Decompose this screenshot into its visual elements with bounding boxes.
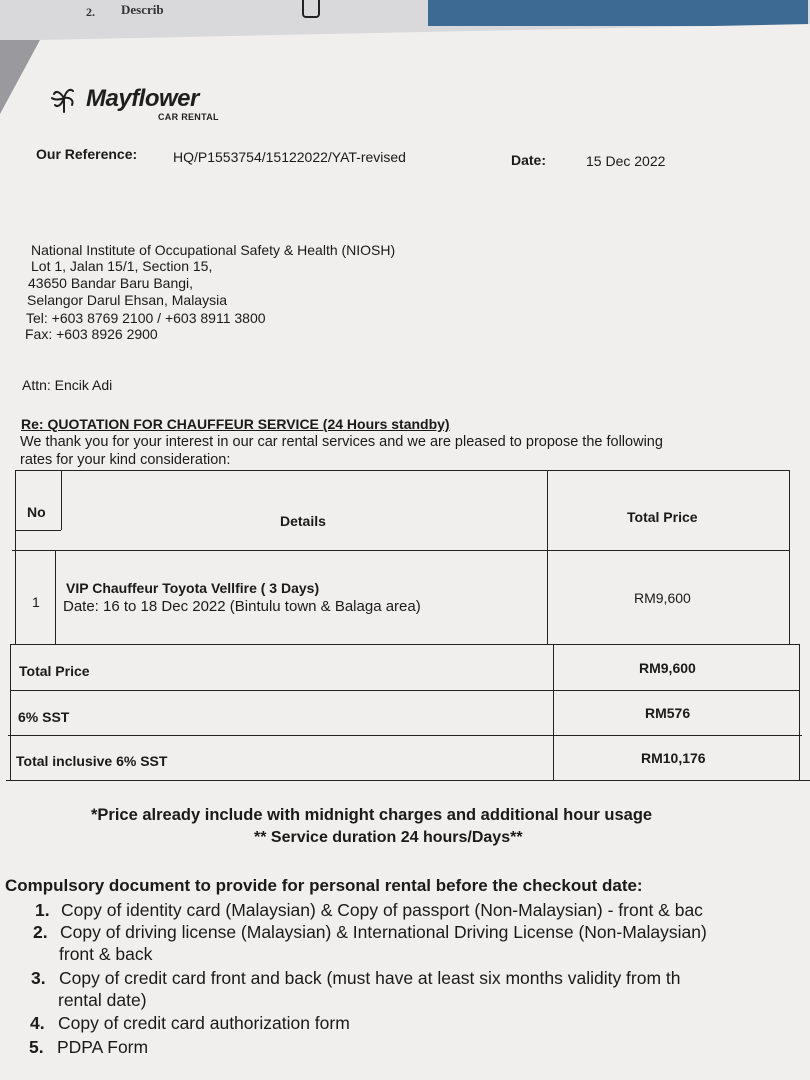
header-no: No: [27, 504, 46, 520]
flower-logo-icon: [48, 82, 80, 114]
list-item: Copy of credit card front and back (must have at least six months validity from th: [59, 968, 681, 988]
blue-tab: [428, 0, 808, 26]
company-logo-name: Mayflower: [86, 85, 199, 112]
attention-line: Attn: Encik Adi: [22, 377, 113, 393]
underlying-item-number: 2.: [86, 5, 95, 19]
recipient-address-line: 43650 Bandar Baru Bangi,: [28, 275, 194, 291]
row-date: Date: 16 to 18 Dec 2022 (Bintulu town & Balaga area): [63, 598, 421, 615]
reference-value: HQ/P1553754/15122022/YAT-revised: [173, 149, 406, 165]
list-item: Copy of driving license (Malaysian) & International Driving License (Non-Malaysian): [60, 922, 707, 942]
bracket-mark: [302, 0, 320, 18]
list-item: Copy of identity card (Malaysian) & Copy of passport (Non-Malaysian) - front & bac: [61, 900, 703, 920]
date-label: Date:: [511, 152, 547, 168]
list-item-number: 5.: [29, 1037, 44, 1057]
company-logo-subtitle: CAR RENTAL: [158, 112, 219, 122]
underlying-item-text: Describ: [121, 2, 164, 17]
duration-note: ** Service duration 24 hours/Days**: [254, 829, 523, 846]
list-item-number: 1.: [35, 900, 50, 920]
subject-line: Re: QUOTATION FOR CHAUFFEUR SERVICE (24 Hours standby): [21, 416, 450, 432]
price-note: *Price already include with midnight charges and additional hour usage: [91, 806, 653, 824]
row-description: VIP Chauffeur Toyota Vellfire ( 3 Days): [66, 580, 320, 596]
header-details: Details: [280, 513, 326, 529]
reference-label: Our Reference:: [36, 146, 138, 162]
list-item-number: 2.: [33, 922, 48, 942]
intro-text-line2: rates for your kind consideration:: [20, 452, 231, 468]
recipient-fax: Fax: +603 8926 2900: [25, 326, 158, 342]
sst-value: RM576: [645, 705, 691, 721]
documents-heading: Compulsory document to provide for personal rental before the checkout date:: [5, 876, 643, 895]
list-item-number: 4.: [30, 1013, 45, 1033]
total-inclusive-value: RM10,176: [641, 750, 706, 766]
recipient-address-line: Selangor Darul Ehsan, Malaysia: [27, 292, 227, 308]
list-item-number: 3.: [31, 968, 46, 988]
list-item: Copy of credit card authorization form: [58, 1013, 350, 1033]
total-price-label: Total Price: [19, 663, 90, 679]
total-price-value: RM9,600: [639, 660, 696, 676]
header-total-price: Total Price: [627, 509, 698, 525]
sst-label: 6% SST: [18, 709, 70, 725]
row-number: 1: [32, 594, 40, 610]
list-item: PDPA Form: [57, 1037, 149, 1057]
recipient-address-line: Lot 1, Jalan 15/1, Section 15,: [31, 258, 213, 274]
recipient-tel: Tel: +603 8769 2100 / +603 8911 3800: [26, 310, 266, 326]
total-inclusive-label: Total inclusive 6% SST: [16, 753, 168, 769]
recipient-name: National Institute of Occupational Safety & Health (NIOSH): [31, 242, 396, 258]
row-price: RM9,600: [634, 590, 691, 606]
list-item-continued: rental date): [58, 990, 147, 1010]
intro-text-line1: We thank you for your interest in our car rental services and we are pleased to propose the following: [20, 434, 663, 450]
date-value: 15 Dec 2022: [586, 153, 666, 169]
list-item-continued: front & back: [59, 944, 153, 964]
